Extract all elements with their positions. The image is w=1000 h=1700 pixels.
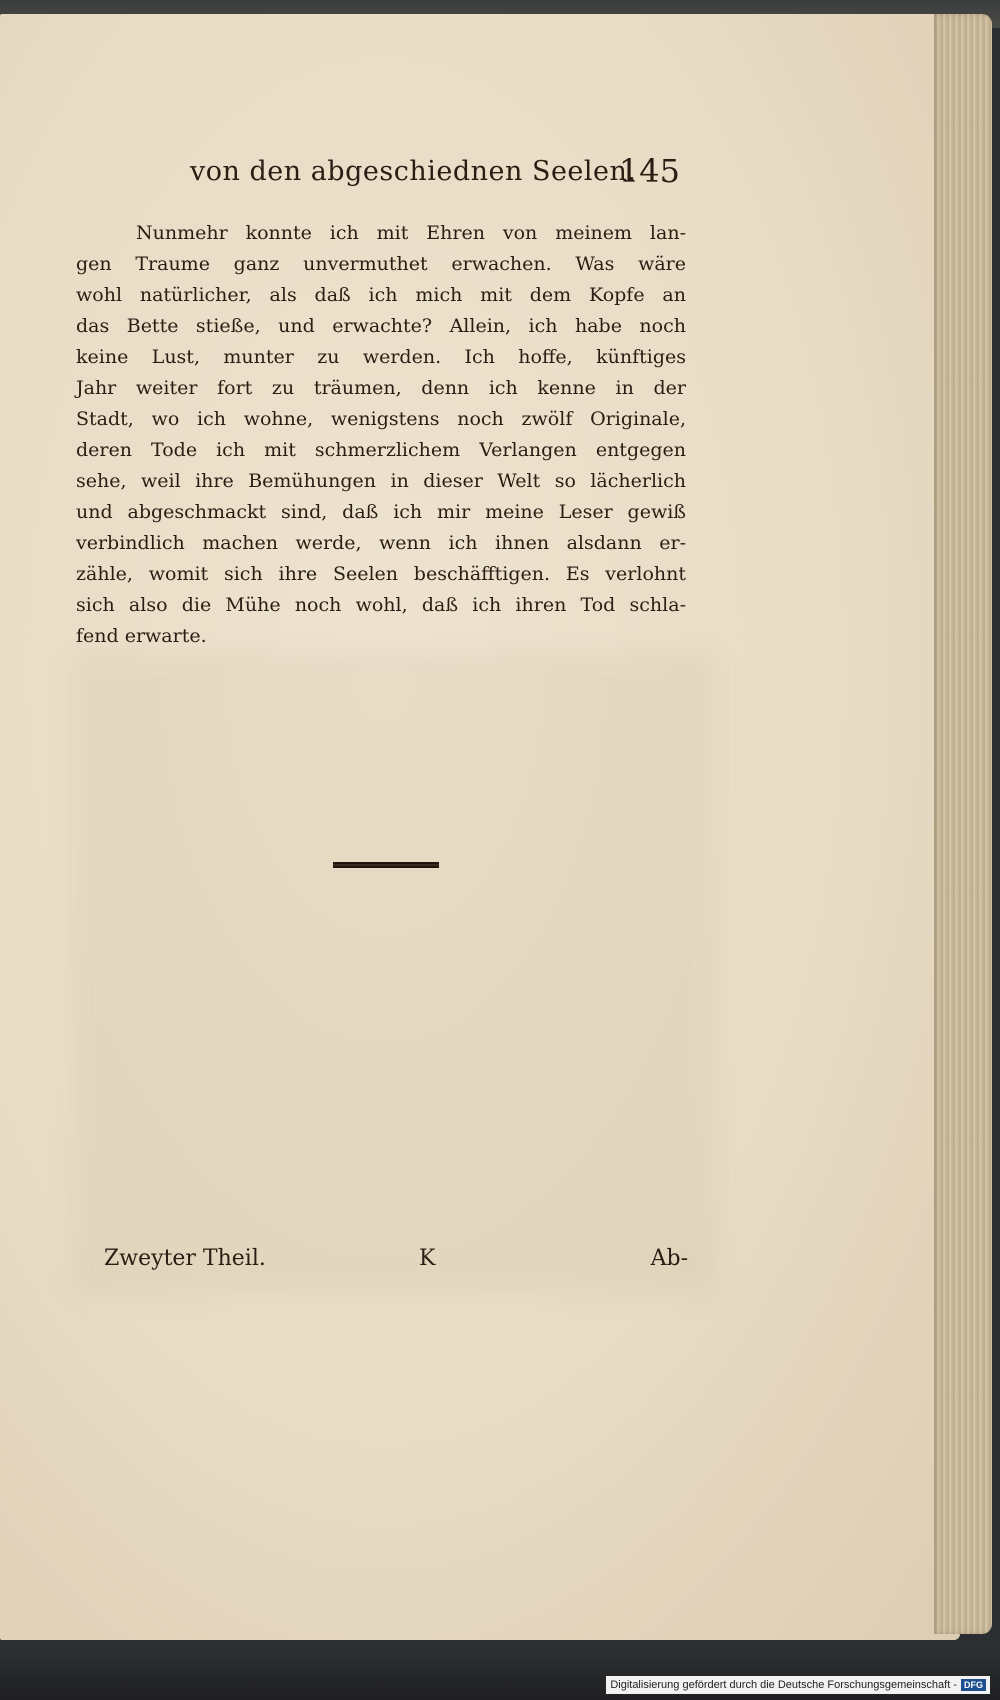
text-line: sehe, weil ihre Bemühungen in dieser Welt so lächerlich — [76, 470, 686, 492]
text-line: zähle, womit sich ihre Seelen beschäfftigen. Es verlohnt — [76, 563, 686, 585]
text-line: deren Tode ich mit schmerzlichem Verlangen entgegen — [76, 439, 686, 461]
text-line: und abgeschmackt sind, daß ich mir meine Leser gewiß — [76, 501, 686, 523]
page-stack-edges — [934, 14, 992, 1634]
running-title: von den abgeschiednen Seelen. — [190, 156, 637, 187]
text-line: wohl natürlicher, als daß ich mich mit dem Kopfe an — [76, 284, 686, 306]
text-line: gen Traume ganz unvermuthet erwachen. Was wäre — [76, 253, 686, 275]
running-head — [190, 152, 680, 192]
text-line: verbindlich machen werde, wenn ich ihnen alsdann er- — [76, 532, 686, 554]
text-line: Stadt, wo ich wohne, wenigstens noch zwölf Originale, — [76, 408, 686, 430]
text-line: das Bette stieße, und erwachte? Allein, ich habe noch — [76, 315, 686, 337]
text-line: Nunmehr konnte ich mit Ehren von meinem lan- — [136, 222, 686, 244]
signature-title: Zweyter Theil. — [104, 1246, 266, 1271]
show-through-shadow — [75, 654, 715, 1294]
text-line: Jahr weiter fort zu träumen, denn ich kenne in der — [76, 377, 686, 399]
body-paragraph — [76, 218, 686, 652]
digitization-credit — [606, 1676, 990, 1694]
catchword: Ab- — [650, 1246, 688, 1271]
section-divider-rule — [333, 862, 439, 868]
text-line: sich also die Mühe noch wohl, daß ich ihren Tod schla- — [76, 594, 686, 616]
text-line: fend erwarte. — [76, 625, 207, 647]
signature-mark: K — [419, 1246, 436, 1271]
page-footer — [104, 1246, 688, 1286]
page-number: 145 — [618, 152, 680, 190]
text-line: keine Lust, munter zu werden. Ich hoffe, künftiges — [76, 346, 686, 368]
scanner-bottom-edge — [0, 1640, 1000, 1700]
credit-text: Digitalisierung gefördert durch die Deutsche Forschungsgemeinschaft - — [610, 1679, 957, 1691]
dfg-logo: DFG — [961, 1679, 986, 1691]
